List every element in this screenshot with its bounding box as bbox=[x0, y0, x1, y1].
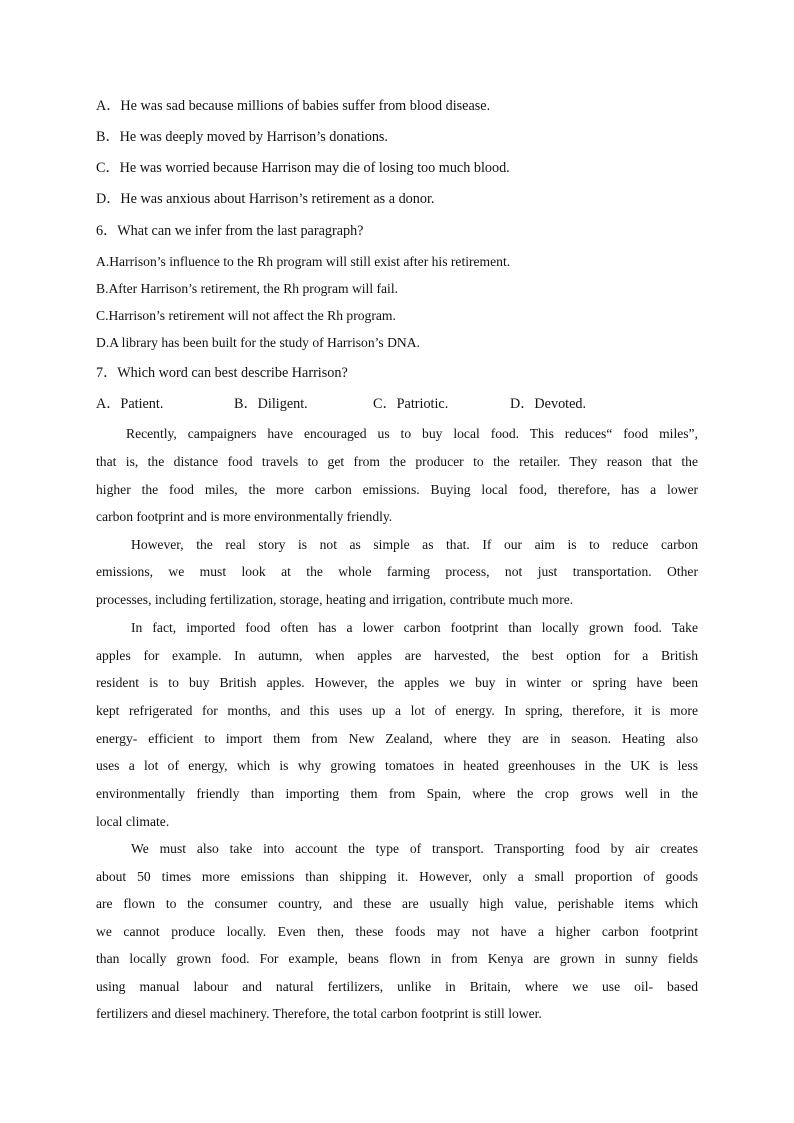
passage-line-8: In fact, imported food often has a lower carbon footprint than locally grown food. Take bbox=[131, 620, 698, 635]
passage-line-20: than locally grown food. For example, beans flown in from Kenya are grown in sunny fields bbox=[96, 951, 698, 966]
passage-line-11: kept refrigerated for months, and this uses up a lot of energy. In spring, therefore, it is more bbox=[96, 703, 698, 718]
passage-line-1: Recently, campaigners have encouraged us to buy local food. This reduces“ food miles”, bbox=[126, 426, 698, 441]
q6-option-a: A.Harrison’s influence to the Rh program will still exist after his retirement. bbox=[96, 254, 511, 269]
passage-line-9: apples for example. In autumn, when apples are harvested, the best option for a British bbox=[96, 648, 698, 663]
passage-line-15: local climate. bbox=[96, 814, 170, 829]
q5-option-c: C．He was worried because Harrison may die of losing too much blood. bbox=[96, 160, 510, 176]
passage-line-6: emissions, we must look at the whole farming process, not just transportation. Other bbox=[96, 564, 698, 579]
q7-option-c: C．Patriotic. bbox=[373, 396, 449, 412]
passage-line-21: using manual labour and natural fertilizers, unlike in Britain, where we use oil- based bbox=[96, 979, 698, 994]
passage-line-13: uses a lot of energy, which is why growing tomatoes in heated greenhouses in the UK is less bbox=[96, 758, 698, 773]
passage-line-5: However, the real story is not as simple as that. If our aim is to reduce carbon bbox=[131, 537, 698, 552]
passage-line-3: higher the food miles, the more carbon emissions. Buying local food, therefore, has a lower bbox=[96, 482, 698, 497]
passage-line-16: We must also take into account the type of transport. Transporting food by air creates bbox=[131, 841, 698, 856]
q5-option-a: A．He was sad because millions of babies suffer from blood disease. bbox=[96, 98, 491, 114]
passage-line-19: we cannot produce locally. Even then, these foods may not have a higher carbon footprint bbox=[96, 924, 698, 939]
passage-line-10: resident is to buy British apples. However, the apples we buy in winter or spring have been bbox=[96, 675, 698, 690]
q5-option-d: D．He was anxious about Harrison’s retirement as a donor. bbox=[96, 191, 435, 207]
q5-option-b: B．He was deeply moved by Harrison’s donations. bbox=[96, 129, 388, 145]
passage-line-18: are flown to the consumer country, and these are usually high value, perishable items which bbox=[96, 896, 698, 911]
passage-line-17: about 50 times more emissions than shipping it. However, only a small proportion of goods bbox=[96, 869, 698, 884]
passage-line-22: fertilizers and diesel machinery. Therefore, the total carbon footprint is still lower. bbox=[96, 1006, 542, 1021]
q7-options-row bbox=[96, 396, 698, 412]
q6-option-d: D.A library has been built for the study of Harrison’s DNA. bbox=[96, 335, 420, 350]
passage-line-7: processes, including fertilization, storage, heating and irrigation, contribute much more. bbox=[96, 592, 574, 607]
passage-line-12: energy- efficient to import them from New Zealand, where they are in season. Heating also bbox=[96, 731, 698, 746]
q7-option-d: D．Devoted. bbox=[510, 396, 587, 412]
q7-option-b: B．Diligent. bbox=[234, 396, 308, 412]
q6-option-b: B.After Harrison’s retirement, the Rh program will fail. bbox=[96, 281, 399, 296]
passage-line-2: that is, the distance food travels to get from the producer to the retailer. They reason that the bbox=[96, 454, 698, 469]
q6-option-c: C.Harrison’s retirement will not affect the Rh program. bbox=[96, 308, 396, 323]
q7-option-a: A．Patient. bbox=[96, 396, 164, 412]
q6-stem: 6．What can we infer from the last paragraph? bbox=[96, 223, 364, 239]
q7-stem: 7．Which word can best describe Harrison? bbox=[96, 365, 348, 381]
passage-line-4: carbon footprint and is more environmentally friendly. bbox=[96, 509, 393, 524]
passage-line-14: environmentally friendly than importing them from Spain, where the crop grows well in the bbox=[96, 786, 698, 801]
